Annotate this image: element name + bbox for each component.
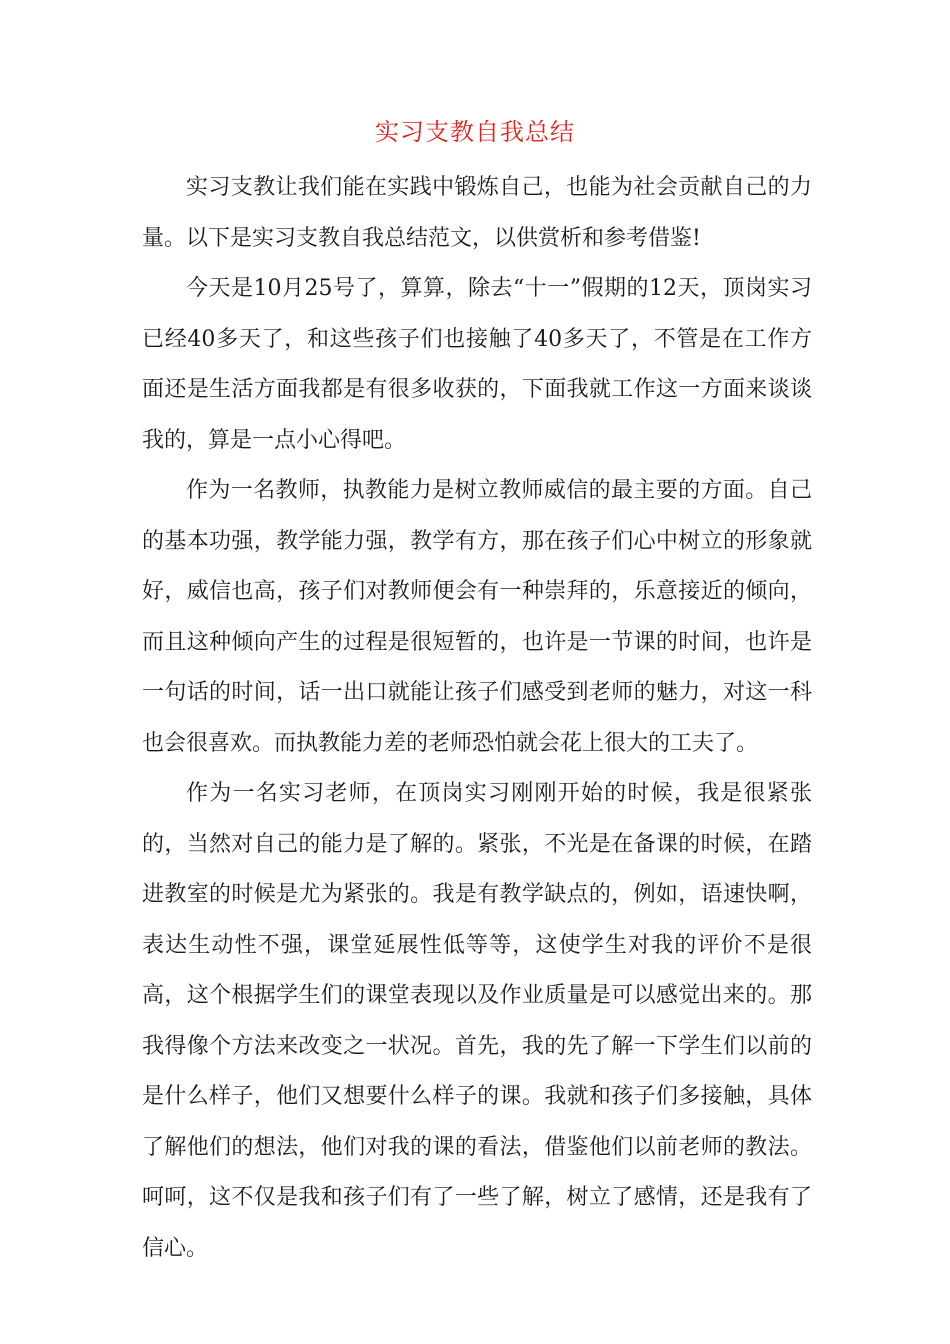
paragraph-teaching-ability: 作为一名教师，执教能力是树立教师威信的最主要的方面。自己的基本功强，教学能力强，教学有方，那在孩子们心中树立的形象就好，威信也高，孩子们对教师便会有一种崇拜的，乐意接近的倾向，而且这种倾向产生的过程是很短暂的，也许是一节课的时间，也许是一句话的时间，话一出口就能让孩子们感受到老师的魅力，对这一科也会很喜欢。而执教能力差的老师恐怕就会花上很大的工夫了。 bbox=[142, 478, 812, 756]
document-title: 实习支教自我总结 bbox=[375, 118, 575, 146]
document-body bbox=[142, 163, 812, 1274]
paragraph-intro: 实习支教让我们能在实践中锻炼自己，也能为社会贡献自己的力量。以下是实习支教自我总结范文，以供赏析和参考借鉴! bbox=[142, 175, 812, 251]
paragraph-date: 今天是10月25号了，算算，除去“十一”假期的12天，顶岗实习已经40多天了，和这些孩子们也接触了40多天了，不管是在工作方面还是生活方面我都是有很多收获的，下面我就工作这一方面来谈谈我的，算是一点小心得吧。 bbox=[142, 276, 812, 453]
paragraph-intern-teacher: 作为一名实习老师，在顶岗实习刚刚开始的时候，我是很紧张的，当然对自己的能力是了解的。紧张，不光是在备课的时候，在踏进教室的时候是尤为紧张的。我是有教学缺点的，例如，语速快啊，表达生动性不强，课堂延展性低等等，这使学生对我的评价不是很高，这个根据学生们的课堂表现以及作业质量是可以感觉出来的。那我得像个方法来改变之一状况。首先，我的先了解一下学生们以前的是什么样子，他们又想要什么样子的课。我就和孩子们多接触，具体了解他们的想法，他们对我的课的看法，借鉴他们以前老师的教法。呵呵，这不仅是我和孩子们有了一些了解，树立了感情，还是我有了信心。 bbox=[142, 781, 812, 1261]
